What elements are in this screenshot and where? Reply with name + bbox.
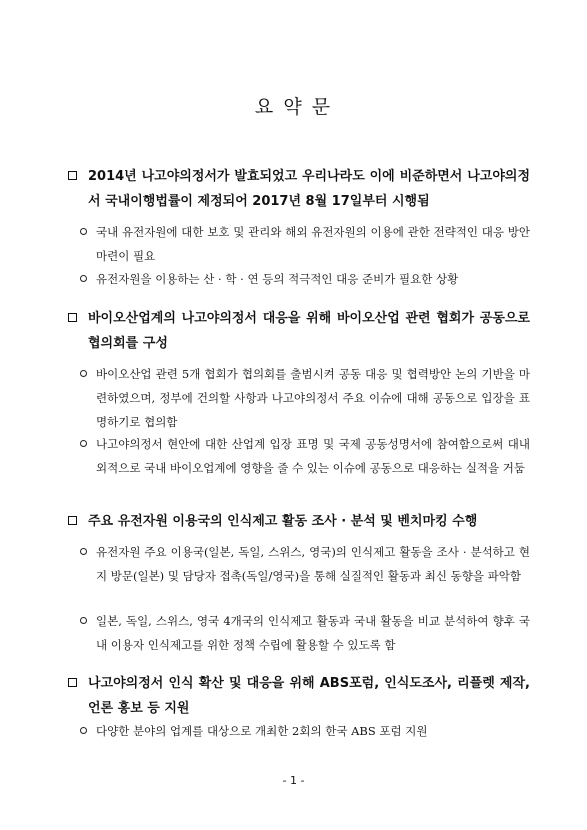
bullet-text: 바이오산업 관련 5개 협회가 협의회를 출범시켜 공동 대응 및 협력방안 논의 기반을 마련하였으며, 정부에 건의할 사항과 나고야의정서 주요 이슈에 대해 공동으로 입장을 표명하기로 협의함 [96, 367, 530, 429]
bullet-item [80, 362, 530, 434]
square-bullet-icon [68, 313, 77, 322]
section-heading [68, 509, 530, 534]
section-heading-text: 나고야의정서 인식 확산 및 대응을 위해 ABS포럼, 인식도조사, 리플렛 제작, 언론 홍보 등 지원 [88, 676, 530, 716]
page-number: - 1 - [282, 774, 305, 787]
circle-bullet-icon [80, 548, 87, 555]
circle-bullet-icon [80, 727, 87, 734]
section-heading [68, 306, 530, 356]
bullet-item [80, 719, 530, 743]
bullet-text: 국내 유전자원에 대한 보호 및 관리와 해외 유전자원의 이용에 관한 전략적인 대응 방안 마련이 필요 [96, 225, 530, 263]
bullet-text: 나고야의정서 현안에 대한 산업계 입장 표명 및 국제 공동성명서에 참여함으로써 대내외적으로 국내 바이오업계에 영향을 줄 수 있는 이슈에 공동으로 대응하는 실적을 거둠 [96, 437, 530, 475]
circle-bullet-icon [80, 440, 87, 447]
bullet-text: 일본, 독일, 스위스, 영국 4개국의 인식제고 활동과 국내 활동을 비교 분석하여 향후 국내 이용자 인식제고를 위한 정책 수립에 활용할 수 있도록 함 [96, 614, 530, 652]
square-bullet-icon [68, 171, 77, 180]
bullet-item [80, 220, 530, 268]
circle-bullet-icon [80, 617, 87, 624]
section-heading-text: 바이오산업계의 나고야의정서 대응을 위해 바이오산업 관련 협회가 공동으로 협의회를 구성 [88, 311, 530, 351]
bullet-item [80, 609, 530, 657]
bullet-item [80, 432, 530, 480]
section-heading [68, 164, 530, 214]
square-bullet-icon [68, 678, 77, 687]
circle-bullet-icon [80, 370, 87, 377]
bullet-text: 유전자원 주요 이용국(일본, 독일, 스위스, 영국)의 인식제고 활동을 조사 · 분석하고 현지 방문(일본) 및 담당자 접촉(독일/영국)을 통해 실질적인 활동과 최신 동향을 파악함 [96, 545, 530, 583]
section-heading-text: 2014년 나고야의정서가 발효되었고 우리나라도 이에 비준하면서 나고야의정서 국내이행법률이 제정되어 2017년 8월 17일부터 시행됨 [88, 169, 530, 209]
circle-bullet-icon [80, 228, 87, 235]
bullet-text: 유전자원을 이용하는 산 · 학 · 연 등의 적극적인 대응 준비가 필요한 상황 [96, 272, 459, 286]
square-bullet-icon [68, 516, 77, 525]
section-heading-text: 주요 유전자원 이용국의 인식제고 활동 조사 · 분석 및 벤치마킹 수행 [88, 514, 478, 529]
bullet-item [80, 540, 530, 588]
page-title: 요 약 문 [254, 96, 333, 118]
bullet-text: 다양한 분야의 업계를 대상으로 개최한 2회의 한국 ABS 포럼 지원 [96, 724, 428, 738]
bullet-item [80, 267, 530, 291]
circle-bullet-icon [80, 275, 87, 282]
section-heading [68, 671, 530, 721]
